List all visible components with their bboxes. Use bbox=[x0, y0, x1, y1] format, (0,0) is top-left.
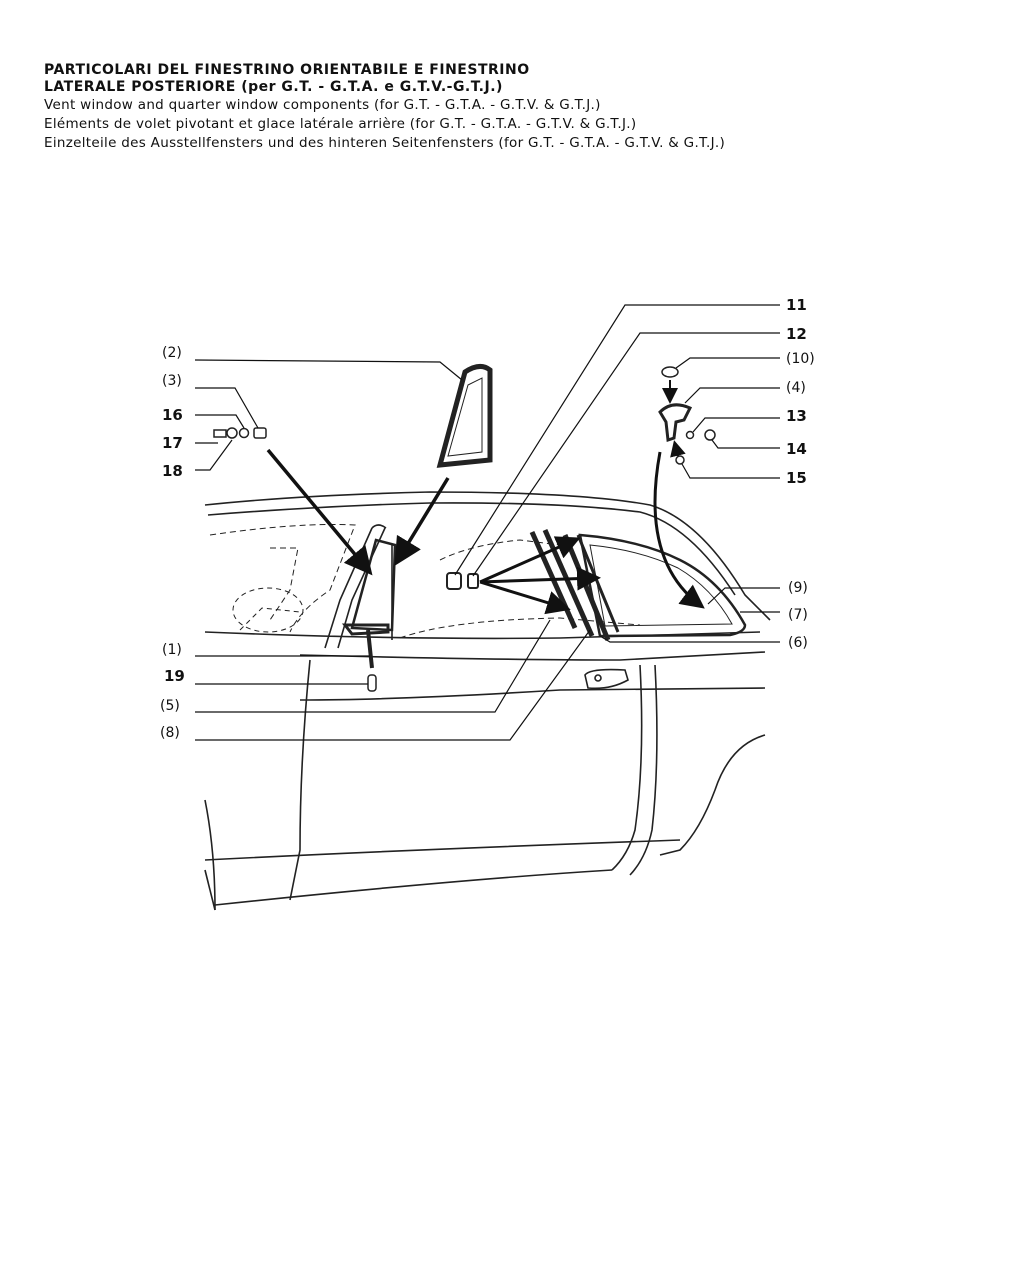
door-handle bbox=[585, 670, 628, 689]
part-17-nut bbox=[227, 428, 237, 438]
callout-labels bbox=[160, 296, 815, 741]
callout-3: (3) bbox=[162, 373, 182, 389]
callout-19: 19 bbox=[164, 667, 185, 685]
callout-9: (9) bbox=[788, 580, 808, 596]
callout-16: 16 bbox=[162, 406, 183, 424]
callout-18: 18 bbox=[162, 462, 183, 480]
title-italian-line1: PARTICOLARI DEL FINESTRINO ORIENTABILE E FINESTRINO bbox=[44, 62, 530, 78]
callout-14: 14 bbox=[786, 440, 807, 458]
callout-2: (2) bbox=[162, 345, 182, 361]
part-11-clip bbox=[447, 573, 461, 589]
part-16-washer bbox=[240, 429, 249, 438]
callout-15: 15 bbox=[786, 469, 807, 487]
callout-7: (7) bbox=[788, 607, 808, 623]
roof-line bbox=[205, 492, 770, 620]
part-13-washer bbox=[687, 432, 694, 439]
callout-4: (4) bbox=[786, 380, 806, 396]
callout-10: (10) bbox=[786, 351, 815, 367]
callout-12: 12 bbox=[786, 325, 807, 343]
callout-17: 17 bbox=[162, 434, 183, 452]
part-14-screw bbox=[705, 430, 715, 440]
part-15-nut bbox=[676, 456, 684, 464]
callout-5: (5) bbox=[160, 698, 180, 714]
part-3-clip bbox=[254, 428, 266, 438]
part-4-latch bbox=[660, 405, 690, 440]
part-10-cap bbox=[662, 367, 678, 377]
callout-13: 13 bbox=[786, 407, 807, 425]
callout-1: (1) bbox=[162, 642, 182, 658]
callout-8: (8) bbox=[160, 725, 180, 741]
part-18-screw bbox=[214, 430, 226, 437]
part-12-clip bbox=[468, 574, 478, 588]
rear-fender bbox=[660, 735, 765, 855]
title-french: Eléments de volet pivotant et glace latérale arrière (for G.T. - G.T.A. - G.T.V. & G.T.J.) bbox=[44, 116, 637, 132]
title-german: Einzelteile des Ausstellfensters und des hinteren Seitenfensters (for G.T. - G.T.A. - G.T.V. & G.T.J.) bbox=[44, 135, 726, 151]
part-19-bolt bbox=[368, 675, 376, 691]
title-italian-line2: LATERALE POSTERIORE (per G.T. - G.T.A. e G.T.V.-G.T.J.) bbox=[44, 79, 503, 95]
callout-6: (6) bbox=[788, 635, 808, 651]
door-outline bbox=[290, 660, 310, 900]
callout-11: 11 bbox=[786, 296, 807, 314]
title-english: Vent window and quarter window components (for G.T. - G.T.A. - G.T.V. & G.T.J.) bbox=[44, 97, 601, 113]
